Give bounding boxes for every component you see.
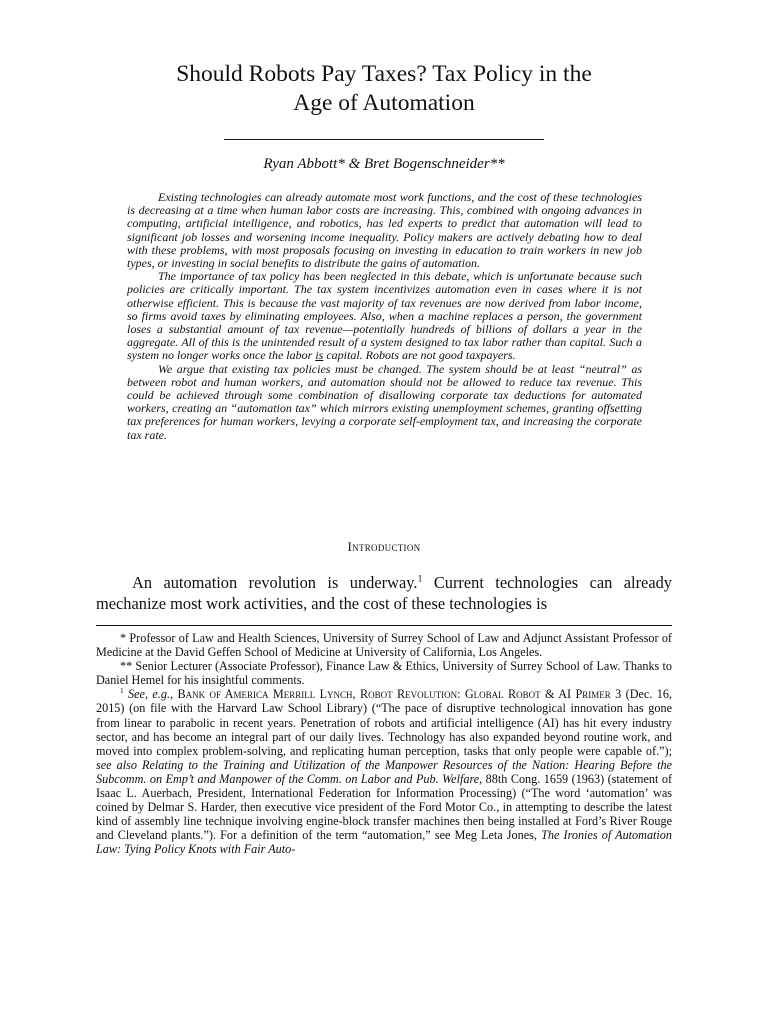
paper-title [90, 60, 678, 118]
intro-text-b: Current technologies can already mechanize most work activities, and the cost of these technologies is [96, 573, 672, 613]
footnote-1-comma: , [170, 687, 174, 702]
footnote-1-source: Bank of America Merrill Lynch, Robot Revolution: Global Robot & AI Primer [177, 687, 611, 702]
title-line-1: Should Robots Pay Taxes? Tax Policy in the [176, 61, 592, 87]
footnote-1-signal: See, e.g. [128, 687, 170, 702]
footnote-double-star: ** Senior Lecturer (Associate Professor), Finance Law & Ethics, University of Surrey School of Law. Thanks to Daniel Hemel for his insightful comments. [96, 659, 672, 688]
footnote-1-cite-b: , 88th Cong. 1659 (1963) (statement of Isaac L. Auerbach, President, International Federation for Information Processing) (“The word ‘automation’ was coined by Delmar S. Harder, then executive vice president of the Ford Motor Co., in attempting to describe the latest kind of assembly line technique involving engine-block transfer machines then being installed at Ford’s River Rouge and Cleveland plants.”). For a definition of the term “automation,” see Meg Leta Jones, [96, 771, 673, 843]
abstract-paragraph-2 [127, 270, 642, 362]
abstract-underlined-is: is [315, 348, 324, 363]
abstract-paragraph-3: We argue that existing tax policies must be changed. The system should be at least “neutral” as between robot and human workers, and automation should not be allowed to reduce tax revenue. This could be achieved through some combination of disallowing corporate tax deductions for automated workers, creating an “automation tax” which mirrors existing unemployment schemes, granting offsetting tax preferences for human workers, levying a corporate self-employment tax, and increasing the corporate tax rate. [127, 361, 642, 442]
footnote-divider [96, 625, 672, 626]
abstract-paragraph-1: Existing technologies can already automate most work functions, and the cost of these technologies is decreasing at a time when human labor costs are increasing. This, combined with ongoing advances in computing, artificial intelligence, and robotics, has led experts to predict that automation will lead to significant job losses and worsening income inequality. Policy makers are actively debating how to deal with these problems, with most proposals focusing on investing in education to train workers in new job types, or investing in social benefits to distribute the gains of automation. [127, 190, 642, 271]
abstract-paragraph-2-text-a: The importance of tax policy has been neglected in this debate, which is unfortunate because such policies are critically important. The tax system incentivizes automation even in cases where it is not otherwise efficient. This is because the vast majority of tax revenues are now derived from labor income, so firms avoid taxes by eliminating employees. Also, when a machine replaces a person, the government loses a substantial amount of tax revenue—potentially hundreds of billions of dollars a year in the aggregate. All of this is the unintended result of a system designed to tax labor rather than capital. Such a system no longer works once the labor [127, 269, 642, 363]
footnote-1-cite-a: 3 (Dec. 16, 2015) (on file with the Harvard Law School Library) (“The pace of disruptive technological innovation has gone from linear to parabolic in recent years. Penetration of robots and artificial intelligence (AI) has hit every industry sector, and has become an integral part of our daily lives. Technology has also expanded beyond routine work, and moved into complex problem-solving, and replicating human perception, tasks that only people were capable of.”); [96, 687, 672, 758]
footnote-ref-1[interactable]: 1 [417, 573, 423, 585]
introduction-paragraph [96, 572, 672, 614]
footnote-1-article-title: The Ironies of Automation Law: Tying Policy Knots with Fair Auto- [96, 828, 672, 857]
introduction-body [96, 572, 672, 614]
intro-text-a: An automation revolution is underway. [132, 573, 418, 592]
footnote-1 [96, 687, 672, 856]
section-heading-introduction: Introduction [347, 539, 421, 554]
footnote-1-number: 1 [120, 686, 124, 696]
footnote-star: * Professor of Law and Health Sciences, University of Surrey School of Law and Adjunct Assistant Professor of Medicine at the David Geffen School of Medicine at University of California, Los Angeles. [96, 631, 672, 660]
author-line: Ryan Abbott* & Bret Bogenschneider** [263, 156, 505, 172]
footnotes [96, 631, 672, 857]
title-divider [224, 139, 544, 140]
title-line-2: Age of Automation [293, 90, 475, 116]
abstract-paragraph-2-text-b: capital. Robots are not good taxpayers. [326, 348, 516, 363]
abstract [127, 191, 642, 442]
footnote-1-see-also: see also Relating to the Training and Utilization of the Manpower Resources of the Nation: Hearing Before the Subcomm. on Emp’t and Manpower of the Comm. on Labor and Pub. Welfare [96, 757, 672, 786]
